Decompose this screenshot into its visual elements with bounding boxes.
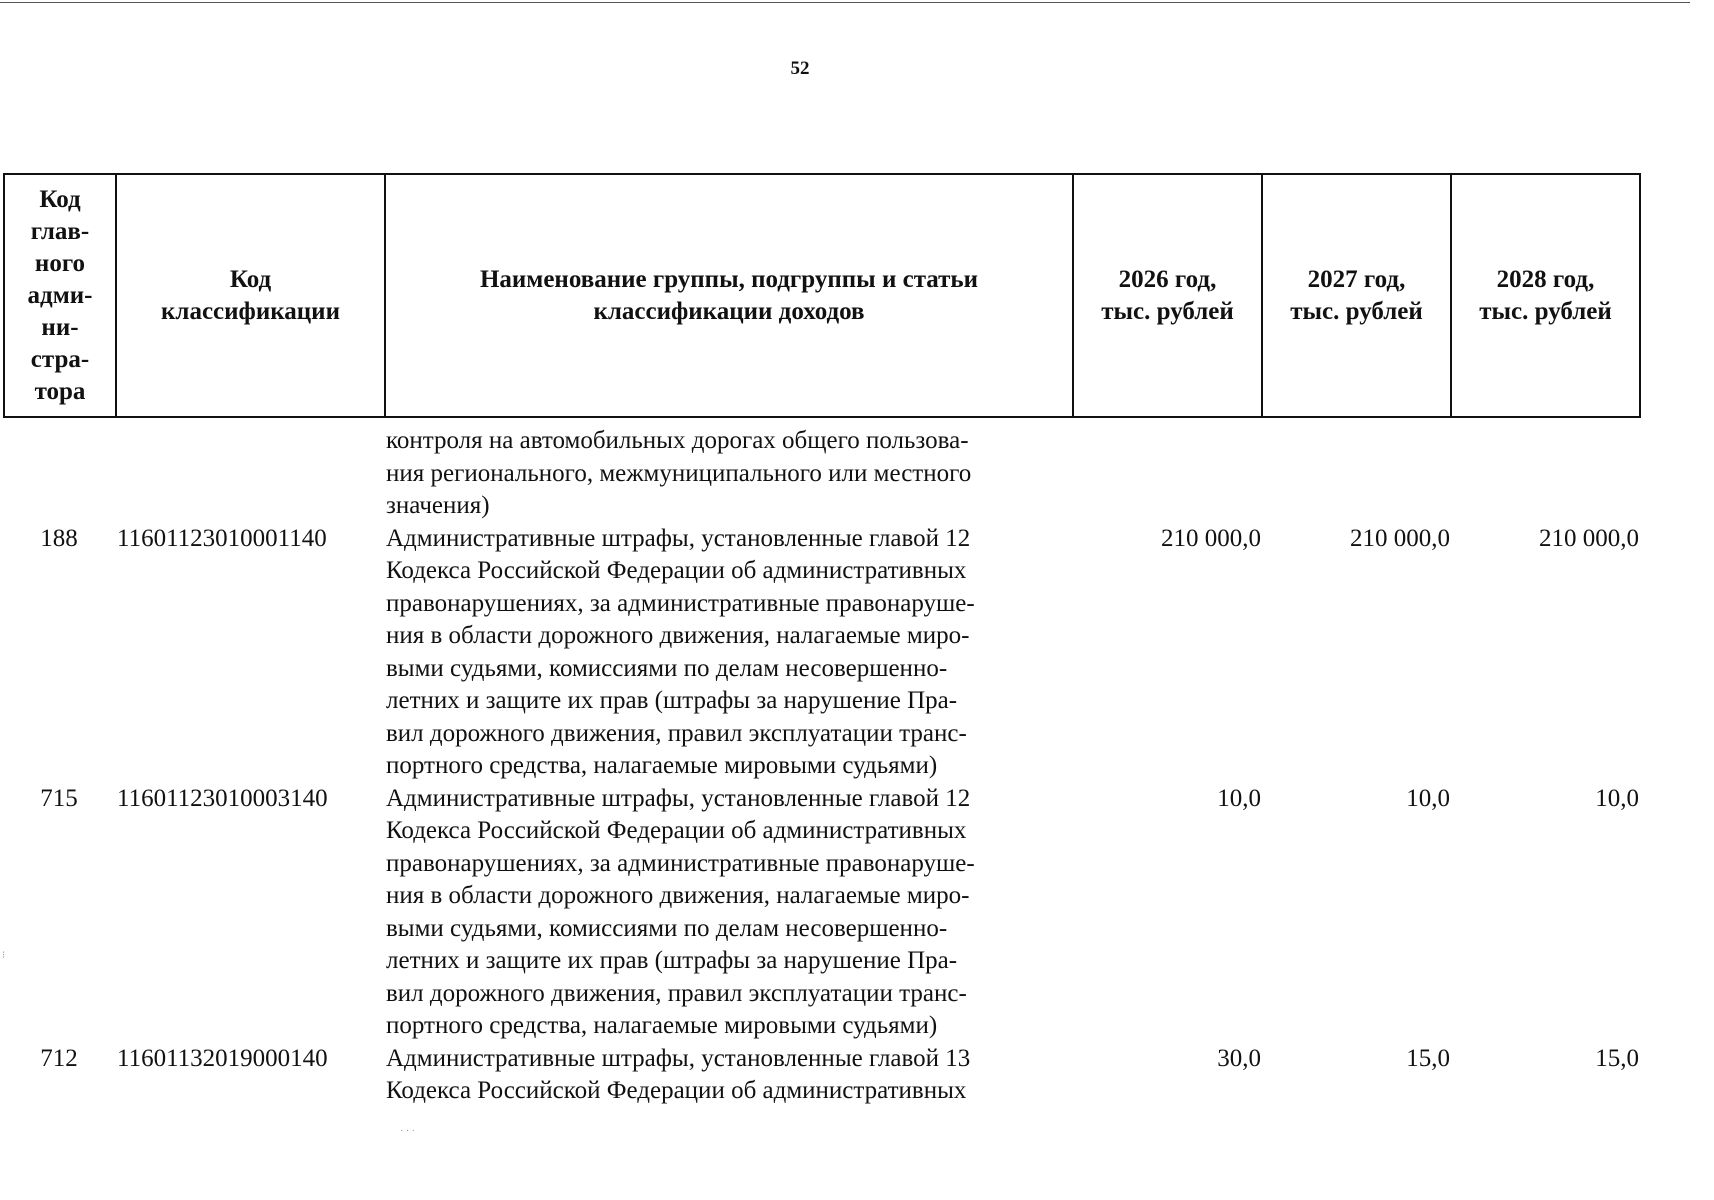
classification-code-cell: 11601132019000140 [117,1044,328,1072]
table-header [3,173,1641,418]
top-border-line [0,2,1690,3]
header-year-2028: 2028 год, тыс. рублей [1451,174,1640,417]
scan-artifact: · · · [400,1126,415,1137]
table-row [3,1043,1639,1108]
value-2026-cell: 210 000,0 [1161,524,1261,552]
admin-code-cell: 715 [40,784,78,812]
value-2027-cell: 15,0 [1406,1044,1450,1072]
income-name-cell: Административные штрафы, установленные главой 12 Кодекса Российской Федерации об административных правонарушениях, за административные правонаруше- ния в области дорожного движения, налагаемые миро- выми судьями, комиссиями по делам несовершенно- летних и защите их прав (штрафы за нарушение Пра- вил дорожного движения, правил эксплуатации транс- портного средства, налагаемые мировыми судьями) [386,784,975,1039]
classification-code-cell: 11601123010001140 [117,524,327,552]
value-2028-cell: 15,0 [1595,1044,1639,1072]
value-2028-cell: 210 000,0 [1539,524,1639,552]
table-row [3,783,1639,1043]
header-admin-code: Код глав- ного адми- ни- стра- тора [4,174,116,417]
table-body [3,425,1639,1108]
admin-code-cell: 188 [40,524,78,552]
value-2027-cell: 10,0 [1406,784,1450,812]
header-row [4,174,1640,417]
income-name-cell: Административные штрафы, установленные главой 13 Кодекса Российской Федерации об административных [386,1044,971,1104]
continuation-text: контроля на автомобильных дорогах общего пользова- ния регионального, межмуниципального или местного значения) [386,427,972,519]
table-row [3,523,1639,783]
value-2026-cell: 10,0 [1217,784,1261,812]
table-row-continuation [3,425,1639,523]
scan-artifact: ⁝ [2,950,6,961]
classification-code-cell: 11601123010003140 [117,784,328,812]
income-name-cell: Административные штрафы, установленные главой 12 Кодекса Российской Федерации об административных правонарушениях, за административные правонаруше- ния в области дорожного движения, налагаемые миро- выми судьями, комиссиями по делам несовершенно- летних и защите их прав (штрафы за нарушение Пра- вил дорожного движения, правил эксплуатации транс- портного средства, налагаемые мировыми судьями) [386,524,975,779]
header-classification-code: Код классификации [116,174,385,417]
header-year-2026: 2026 год, тыс. рублей [1073,174,1262,417]
admin-code-cell: 712 [40,1044,78,1072]
page-number: 52 [790,58,810,79]
value-2026-cell: 30,0 [1217,1044,1261,1072]
header-income-name: Наименование группы, подгруппы и статьи классификации доходов [385,174,1073,417]
header-year-2027: 2027 год, тыс. рублей [1262,174,1451,417]
value-2028-cell: 10,0 [1595,784,1639,812]
value-2027-cell: 210 000,0 [1350,524,1450,552]
